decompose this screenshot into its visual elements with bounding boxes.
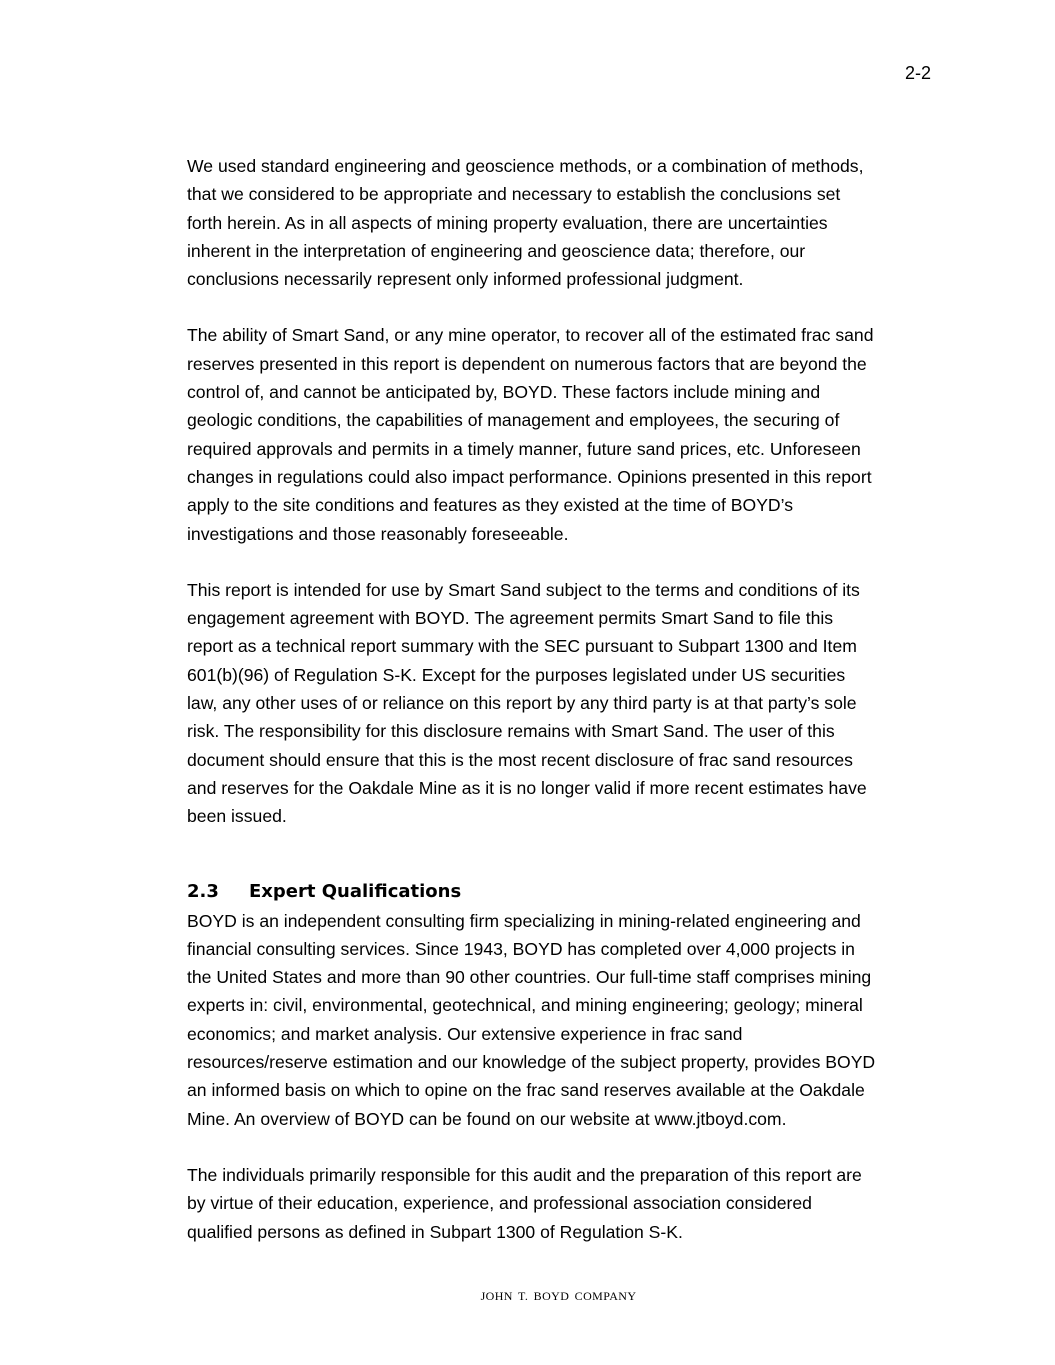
text-line: been issued. <box>187 806 287 827</box>
text-line: risk. The responsibility for this disclosure remains with Smart Sand. The user of this <box>187 721 835 742</box>
text-line: The ability of Smart Sand, or any mine operator, to recover all of the estimated frac sand <box>187 325 874 346</box>
paragraph-qualified-persons <box>187 1161 932 1246</box>
text-line: an informed basis on which to opine on the frac sand reserves available at the Oakdale <box>187 1080 865 1101</box>
text-line: Mine. An overview of BOYD can be found on our website at www.jtboyd.com. <box>187 1108 787 1129</box>
paragraph-boyd-overview <box>187 907 932 1133</box>
text-line: economics; and market analysis. Our extensive experience in frac sand <box>187 1023 743 1044</box>
text-line: geologic conditions, the capabilities of management and employees, the securing of <box>187 410 840 431</box>
text-line: investigations and those reasonably foreseeable. <box>187 523 569 544</box>
text-line: document should ensure that this is the most recent disclosure of frac sand resources <box>187 749 853 770</box>
document-body <box>187 152 932 1274</box>
paragraph-methods <box>187 152 932 293</box>
footer-company-name: JOHN T. BOYD COMPANY <box>480 1289 637 1303</box>
text-line: control of, and cannot be anticipated by, BOYD. These factors include mining and <box>187 382 821 403</box>
text-line: apply to the site conditions and features as they existed at the time of BOYD’s <box>187 495 794 516</box>
text-line: financial consulting services. Since 1943, BOYD has completed over 4,000 projects in <box>187 938 855 959</box>
section-title: Expert Qualifications <box>249 880 462 902</box>
text-line: The individuals primarily responsible for this audit and the preparation of this report are <box>187 1164 862 1185</box>
text-line: that we considered to be appropriate and necessary to establish the conclusions set <box>187 184 841 205</box>
paragraph-intended-use <box>187 576 932 831</box>
text-line: conclusions necessarily represent only informed professional judgment. <box>187 269 744 290</box>
text-line: reserves presented in this report is dependent on numerous factors that are beyond the <box>187 353 867 374</box>
text-line: changes in regulations could also impact performance. Opinions presented in this report <box>187 466 872 487</box>
section-heading <box>187 877 932 907</box>
text-line: engagement agreement with BOYD. The agreement permits Smart Sand to file this <box>187 608 834 629</box>
text-line: We used standard engineering and geoscience methods, or a combination of methods, <box>187 156 864 176</box>
text-line: by virtue of their education, experience, and professional association considered <box>187 1193 812 1214</box>
text-line: forth herein. As in all aspects of mining property evaluation, there are uncertainties <box>187 212 828 233</box>
text-line: resources/reserve estimation and our knowledge of the subject property, provides BOYD <box>187 1052 876 1073</box>
text-line: and reserves for the Oakdale Mine as it is no longer valid if more recent estimates have <box>187 777 867 798</box>
text-line: qualified persons as defined in Subpart 1300 of Regulation S-K. <box>187 1221 683 1242</box>
page-number: 2-2 <box>904 63 931 83</box>
text-line: experts in: civil, environmental, geotechnical, and mining engineering; geology; mineral <box>187 995 863 1016</box>
text-line: law, any other uses of or reliance on this report by any third party is at that party’s sole <box>187 693 857 714</box>
text-line: the United States and more than 90 other countries. Our full-time staff comprises mining <box>187 967 872 988</box>
text-line: report as a technical report summary with the SEC pursuant to Subpart 1300 and Item <box>187 636 857 657</box>
section-number: 2.3 <box>187 880 219 902</box>
text-line: required approvals and permits in a timely manner, future sand prices, etc. Unforeseen <box>187 438 861 459</box>
text-line: 601(b)(96) of Regulation S-K. Except for the purposes legislated under US securities <box>187 664 846 685</box>
text-line: BOYD is an independent consulting firm specializing in mining-related engineering and <box>187 910 861 931</box>
text-line: inherent in the interpretation of engineering and geoscience data; therefore, our <box>187 240 806 261</box>
paragraph-limitations <box>187 321 932 547</box>
text-line: This report is intended for use by Smart Sand subject to the terms and conditions of its <box>187 579 860 600</box>
